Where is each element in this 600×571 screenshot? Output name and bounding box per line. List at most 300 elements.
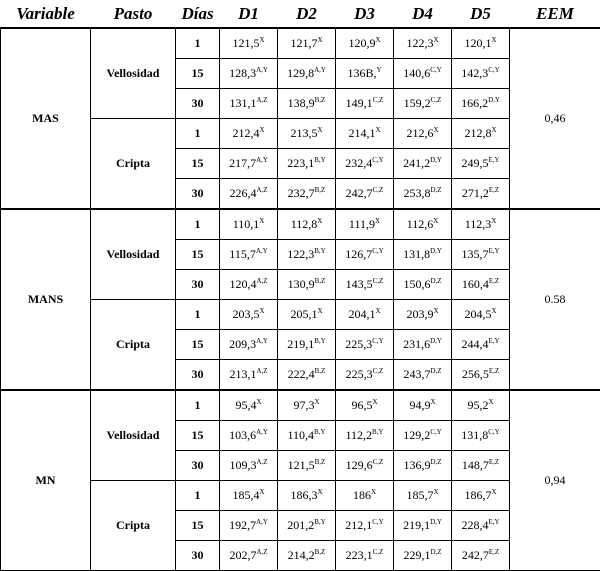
- value-cell-d1: [220, 451, 278, 481]
- cell-value: 140,6: [403, 66, 430, 80]
- cell-value: 126,7: [345, 247, 372, 261]
- cell-superscript: C,Y: [372, 337, 383, 345]
- value-cell-d1: [220, 360, 278, 391]
- value-cell-d2: [278, 119, 336, 149]
- header-d4: D4: [394, 0, 452, 28]
- value-cell-d3: [336, 209, 394, 240]
- value-cell-d3: [336, 451, 394, 481]
- cell-superscript: C,Z: [373, 277, 384, 285]
- dia-cell: 30: [176, 451, 220, 481]
- cell-value: 219,1: [287, 337, 314, 351]
- cell-superscript: D,Y: [488, 96, 500, 104]
- cell-superscript: X: [371, 488, 376, 496]
- cell-superscript: A,Z: [256, 458, 267, 466]
- value-cell-d1: [220, 390, 278, 421]
- cell-value: 212,6: [406, 126, 433, 140]
- cell-superscript: C,Z: [373, 186, 384, 194]
- cell-superscript: E,Z: [489, 277, 499, 285]
- cell-superscript: X: [314, 398, 319, 406]
- cell-superscript: X: [375, 36, 380, 44]
- value-cell-d4: [394, 28, 452, 59]
- cell-value: 112,8: [291, 217, 318, 231]
- cell-value: 131,8: [403, 247, 430, 261]
- value-cell-d3: [336, 149, 394, 179]
- cell-superscript: X: [491, 488, 496, 496]
- variable-cell: MN: [1, 390, 91, 571]
- cell-value: 186,7: [464, 488, 491, 502]
- cell-value: 166,2: [461, 96, 488, 110]
- table-row: [1, 390, 600, 421]
- cell-value: 249,5: [461, 156, 488, 170]
- value-cell-d2: [278, 59, 336, 89]
- cell-value: 225,3: [345, 337, 372, 351]
- dia-cell: 15: [176, 421, 220, 451]
- cell-superscript: E,Z: [489, 186, 499, 194]
- header-d2: D2: [278, 0, 336, 28]
- cell-value: 222,4: [288, 367, 315, 381]
- cell-superscript: E,Y: [488, 337, 499, 345]
- cell-superscript: D,Y: [430, 247, 442, 255]
- dia-cell: 15: [176, 511, 220, 541]
- cell-value: 231,6: [403, 337, 430, 351]
- value-cell-d4: [394, 360, 452, 391]
- cell-superscript: C,Y: [488, 428, 499, 436]
- cell-superscript: X: [317, 126, 322, 134]
- cell-superscript: A,Y: [256, 156, 268, 164]
- cell-value: 201,2: [287, 518, 314, 532]
- value-cell-d2: [278, 481, 336, 511]
- value-cell-d2: [278, 330, 336, 360]
- cell-value: 150,6: [403, 277, 430, 291]
- header-variable: Variable: [1, 0, 91, 28]
- cell-value: 122,3: [287, 247, 314, 261]
- value-cell-d5: [452, 270, 510, 300]
- value-cell-d4: [394, 270, 452, 300]
- value-cell-d5: [452, 119, 510, 149]
- cell-superscript: A,Y: [256, 337, 268, 345]
- cell-value: 209,3: [229, 337, 256, 351]
- cell-value: 186: [353, 488, 371, 502]
- value-cell-d3: [336, 28, 394, 59]
- dia-cell: 15: [176, 149, 220, 179]
- value-cell-d4: [394, 59, 452, 89]
- cell-value: 142,3: [461, 66, 488, 80]
- value-cell-d1: [220, 119, 278, 149]
- value-cell-d3: [336, 330, 394, 360]
- cell-value: 129,2: [403, 428, 430, 442]
- cell-value: 115,7: [229, 247, 256, 261]
- cell-value: 138,9: [288, 96, 315, 110]
- value-cell-d1: [220, 179, 278, 210]
- value-cell-d5: [452, 360, 510, 391]
- value-cell-d3: [336, 59, 394, 89]
- cell-value: 130,9: [288, 277, 315, 291]
- value-cell-d3: [336, 360, 394, 391]
- cell-superscript: C,Z: [373, 458, 384, 466]
- cell-superscript: X: [259, 307, 264, 315]
- cell-value: 203,9: [406, 307, 433, 321]
- value-cell-d4: [394, 451, 452, 481]
- cell-value: 109,3: [229, 458, 256, 472]
- table-body: [1, 28, 600, 571]
- cell-value: 204,1: [348, 307, 375, 321]
- cell-value: 120,1: [464, 36, 491, 50]
- value-cell-d2: [278, 270, 336, 300]
- value-cell-d1: [220, 89, 278, 119]
- pasto-cell: Cripta: [91, 481, 176, 571]
- value-cell-d4: [394, 149, 452, 179]
- cell-superscript: X: [317, 307, 322, 315]
- cell-superscript: C,Z: [373, 548, 384, 556]
- header-dias: Días: [176, 0, 220, 28]
- variable-cell: MANS: [1, 209, 91, 390]
- cell-superscript: C,Y: [430, 428, 441, 436]
- cell-superscript: B,Y: [314, 337, 325, 345]
- cell-superscript: A,Y: [314, 66, 326, 74]
- cell-value: 131,1: [229, 96, 256, 110]
- cell-value: 120,9: [348, 36, 375, 50]
- value-cell-d1: [220, 59, 278, 89]
- dia-cell: 1: [176, 209, 220, 240]
- cell-value: 112,2: [345, 428, 372, 442]
- value-cell-d4: [394, 179, 452, 210]
- cell-value: 212,4: [232, 126, 259, 140]
- value-cell-d1: [220, 541, 278, 571]
- cell-value: 192,7: [229, 518, 256, 532]
- value-cell-d2: [278, 209, 336, 240]
- value-cell-d2: [278, 421, 336, 451]
- value-cell-d5: [452, 209, 510, 240]
- cell-superscript: B,Y: [314, 247, 325, 255]
- cell-value: 223,1: [346, 548, 373, 562]
- cell-superscript: D,Z: [430, 186, 441, 194]
- cell-value: 244,4: [461, 337, 488, 351]
- pasto-cell: Cripta: [91, 300, 176, 391]
- cell-value: 131,8: [461, 428, 488, 442]
- cell-value: 241,2: [403, 156, 430, 170]
- value-cell-d3: [336, 481, 394, 511]
- value-cell-d3: [336, 89, 394, 119]
- value-cell-d2: [278, 541, 336, 571]
- eem-cell: 0,46: [510, 28, 600, 209]
- value-cell-d2: [278, 28, 336, 59]
- value-cell-d2: [278, 360, 336, 391]
- cell-superscript: C,Z: [373, 367, 384, 375]
- cell-superscript: E,Z: [489, 367, 499, 375]
- value-cell-d4: [394, 390, 452, 421]
- cell-superscript: B,Z: [315, 548, 326, 556]
- value-cell-d5: [452, 481, 510, 511]
- cell-superscript: B,Z: [315, 186, 326, 194]
- value-cell-d5: [452, 300, 510, 330]
- value-cell-d5: [452, 330, 510, 360]
- cell-superscript: B,Z: [315, 367, 326, 375]
- cell-value: 253,8: [403, 186, 430, 200]
- cell-value: 185,4: [232, 488, 259, 502]
- cell-value: 96,5: [351, 398, 372, 412]
- cell-superscript: A,Z: [256, 277, 267, 285]
- value-cell-d5: [452, 511, 510, 541]
- cell-superscript: X: [488, 398, 493, 406]
- cell-value: 228,4: [461, 518, 488, 532]
- dia-cell: 1: [176, 300, 220, 330]
- cell-value: 159,2: [404, 96, 431, 110]
- cell-superscript: B,Z: [315, 458, 326, 466]
- table-row: [1, 28, 600, 59]
- cell-value: 143,5: [346, 277, 373, 291]
- header-d3: D3: [336, 0, 394, 28]
- cell-superscript: A,Z: [256, 96, 267, 104]
- cell-superscript: A,Y: [256, 518, 268, 526]
- cell-value: 110,4: [287, 428, 314, 442]
- cell-value: 204,5: [464, 307, 491, 321]
- cell-superscript: A,Y: [256, 66, 268, 74]
- value-cell-d5: [452, 59, 510, 89]
- cell-value: 202,7: [229, 548, 256, 562]
- value-cell-d1: [220, 300, 278, 330]
- cell-value: 232,4: [345, 156, 372, 170]
- pasto-cell: Vellosidad: [91, 28, 176, 119]
- value-cell-d4: [394, 240, 452, 270]
- cell-superscript: B,Y: [314, 156, 325, 164]
- cell-superscript: X: [259, 217, 264, 225]
- pasto-cell: Cripta: [91, 119, 176, 210]
- dia-cell: 30: [176, 541, 220, 571]
- value-cell-d2: [278, 451, 336, 481]
- cell-value: 129,8: [287, 66, 314, 80]
- cell-superscript: A,Z: [256, 367, 267, 375]
- dia-cell: 15: [176, 59, 220, 89]
- cell-value: 203,5: [232, 307, 259, 321]
- cell-value: 226,4: [229, 186, 256, 200]
- value-cell-d3: [336, 270, 394, 300]
- cell-superscript: C,Y: [488, 66, 499, 74]
- cell-value: 112,6: [407, 217, 434, 231]
- cell-superscript: X: [430, 398, 435, 406]
- cell-value: 243,7: [403, 367, 430, 381]
- cell-value: 112,3: [465, 217, 492, 231]
- value-cell-d3: [336, 240, 394, 270]
- cell-superscript: E,Y: [488, 156, 499, 164]
- eem-cell: 0,94: [510, 390, 600, 571]
- dia-cell: 1: [176, 481, 220, 511]
- cell-superscript: C,Z: [431, 96, 442, 104]
- value-cell-d1: [220, 481, 278, 511]
- cell-superscript: X: [317, 488, 322, 496]
- cell-superscript: C,Y: [372, 156, 383, 164]
- cell-value: 214,1: [348, 126, 375, 140]
- value-cell-d2: [278, 511, 336, 541]
- value-cell-d5: [452, 89, 510, 119]
- header-eem: EEM: [510, 0, 600, 28]
- cell-superscript: A,Z: [256, 186, 267, 194]
- cell-value: 149,1: [346, 96, 373, 110]
- cell-superscript: E,Y: [488, 518, 499, 526]
- cell-value: 148,7: [462, 458, 489, 472]
- value-cell-d4: [394, 89, 452, 119]
- dia-cell: 1: [176, 28, 220, 59]
- value-cell-d1: [220, 149, 278, 179]
- cell-value: 205,1: [290, 307, 317, 321]
- cell-superscript: X: [433, 36, 438, 44]
- header-d1: D1: [220, 0, 278, 28]
- cell-superscript: X: [433, 217, 438, 225]
- cell-value: 213,5: [290, 126, 317, 140]
- value-cell-d5: [452, 28, 510, 59]
- cell-value: 95,4: [235, 398, 256, 412]
- cell-value: 219,1: [403, 518, 430, 532]
- value-cell-d3: [336, 390, 394, 421]
- cell-value: 229,1: [403, 548, 430, 562]
- cell-value: 232,7: [288, 186, 315, 200]
- cell-superscript: X: [372, 398, 377, 406]
- cell-superscript: D,Z: [430, 458, 441, 466]
- cell-superscript: D,Z: [430, 367, 441, 375]
- value-cell-d3: [336, 300, 394, 330]
- value-cell-d2: [278, 300, 336, 330]
- cell-value: 217,7: [229, 156, 256, 170]
- cell-superscript: D,Y: [430, 518, 442, 526]
- value-cell-d2: [278, 240, 336, 270]
- cell-value: 256,5: [462, 367, 489, 381]
- cell-value: 135,7: [461, 247, 488, 261]
- cell-value: 110,1: [233, 217, 260, 231]
- cell-superscript: B,Z: [315, 277, 326, 285]
- cell-value: 136B,: [347, 66, 376, 80]
- cell-superscript: X: [259, 126, 264, 134]
- value-cell-d4: [394, 209, 452, 240]
- value-cell-d4: [394, 330, 452, 360]
- cell-superscript: B,Y: [314, 428, 325, 436]
- cell-superscript: C,Z: [373, 96, 384, 104]
- cell-value: 185,7: [406, 488, 433, 502]
- value-cell-d1: [220, 511, 278, 541]
- value-cell-d1: [220, 270, 278, 300]
- cell-superscript: C,Y: [372, 518, 383, 526]
- cell-superscript: X: [375, 126, 380, 134]
- dia-cell: 1: [176, 390, 220, 421]
- dia-cell: 30: [176, 270, 220, 300]
- value-cell-d3: [336, 511, 394, 541]
- cell-superscript: D,Z: [430, 548, 441, 556]
- variable-cell: MAS: [1, 28, 91, 209]
- cell-value: 97,3: [293, 398, 314, 412]
- cell-superscript: B,Y: [372, 428, 383, 436]
- cell-value: 271,2: [462, 186, 489, 200]
- cell-value: 103,6: [229, 428, 256, 442]
- value-cell-d2: [278, 390, 336, 421]
- value-cell-d1: [220, 240, 278, 270]
- cell-superscript: X: [491, 217, 496, 225]
- cell-superscript: C,Y: [372, 247, 383, 255]
- value-cell-d4: [394, 300, 452, 330]
- dia-cell: 30: [176, 179, 220, 210]
- cell-value: 121,5: [232, 36, 259, 50]
- value-cell-d4: [394, 421, 452, 451]
- value-cell-d2: [278, 149, 336, 179]
- pasto-cell: Vellosidad: [91, 209, 176, 300]
- header-row: [1, 0, 600, 28]
- cell-superscript: X: [491, 36, 496, 44]
- cell-value: 122,3: [406, 36, 433, 50]
- cell-superscript: X: [317, 36, 322, 44]
- cell-superscript: X: [259, 488, 264, 496]
- value-cell-d3: [336, 179, 394, 210]
- cell-superscript: X: [317, 217, 322, 225]
- pasto-cell: Vellosidad: [91, 390, 176, 481]
- cell-value: 128,3: [229, 66, 256, 80]
- cell-value: 242,7: [462, 548, 489, 562]
- cell-value: 223,1: [287, 156, 314, 170]
- cell-value: 121,7: [290, 36, 317, 50]
- cell-value: 160,4: [462, 277, 489, 291]
- value-cell-d5: [452, 390, 510, 421]
- cell-superscript: X: [491, 126, 496, 134]
- cell-superscript: X: [433, 488, 438, 496]
- value-cell-d4: [394, 119, 452, 149]
- cell-superscript: X: [491, 307, 496, 315]
- value-cell-d4: [394, 541, 452, 571]
- value-cell-d5: [452, 179, 510, 210]
- cell-superscript: X: [375, 307, 380, 315]
- cell-superscript: D,Z: [430, 277, 441, 285]
- value-cell-d1: [220, 330, 278, 360]
- value-cell-d1: [220, 209, 278, 240]
- cell-superscript: E,Z: [489, 548, 499, 556]
- value-cell-d1: [220, 421, 278, 451]
- cell-value: 186,3: [290, 488, 317, 502]
- value-cell-d2: [278, 179, 336, 210]
- value-cell-d2: [278, 89, 336, 119]
- cell-value: 121,5: [288, 458, 315, 472]
- dia-cell: 30: [176, 360, 220, 391]
- cell-superscript: C,Y: [430, 66, 441, 74]
- cell-superscript: B,Z: [315, 96, 326, 104]
- dia-cell: 15: [176, 330, 220, 360]
- value-cell-d1: [220, 28, 278, 59]
- value-cell-d3: [336, 119, 394, 149]
- value-cell-d3: [336, 421, 394, 451]
- cell-superscript: A,Y: [256, 247, 268, 255]
- dia-cell: 1: [176, 119, 220, 149]
- dia-cell: 15: [176, 240, 220, 270]
- cell-value: 95,2: [467, 398, 488, 412]
- cell-superscript: X: [256, 398, 261, 406]
- value-cell-d4: [394, 511, 452, 541]
- dia-cell: 30: [176, 89, 220, 119]
- cell-value: 136,9: [403, 458, 430, 472]
- cell-superscript: E,Y: [488, 247, 499, 255]
- value-cell-d3: [336, 541, 394, 571]
- cell-superscript: D,Y: [430, 156, 442, 164]
- header-d5: D5: [452, 0, 510, 28]
- cell-superscript: Y: [376, 66, 381, 74]
- cell-superscript: X: [433, 126, 438, 134]
- eem-cell: 0.58: [510, 209, 600, 390]
- cell-superscript: X: [433, 307, 438, 315]
- header-pasto: Pasto: [91, 0, 176, 28]
- cell-superscript: D,Y: [430, 337, 442, 345]
- table-row: [1, 209, 600, 240]
- cell-value: 94,9: [409, 398, 430, 412]
- cell-value: 225,3: [346, 367, 373, 381]
- cell-value: 213,1: [229, 367, 256, 381]
- cell-value: 242,7: [346, 186, 373, 200]
- value-cell-d5: [452, 149, 510, 179]
- cell-superscript: A,Y: [256, 428, 268, 436]
- cell-value: 212,1: [345, 518, 372, 532]
- value-cell-d4: [394, 481, 452, 511]
